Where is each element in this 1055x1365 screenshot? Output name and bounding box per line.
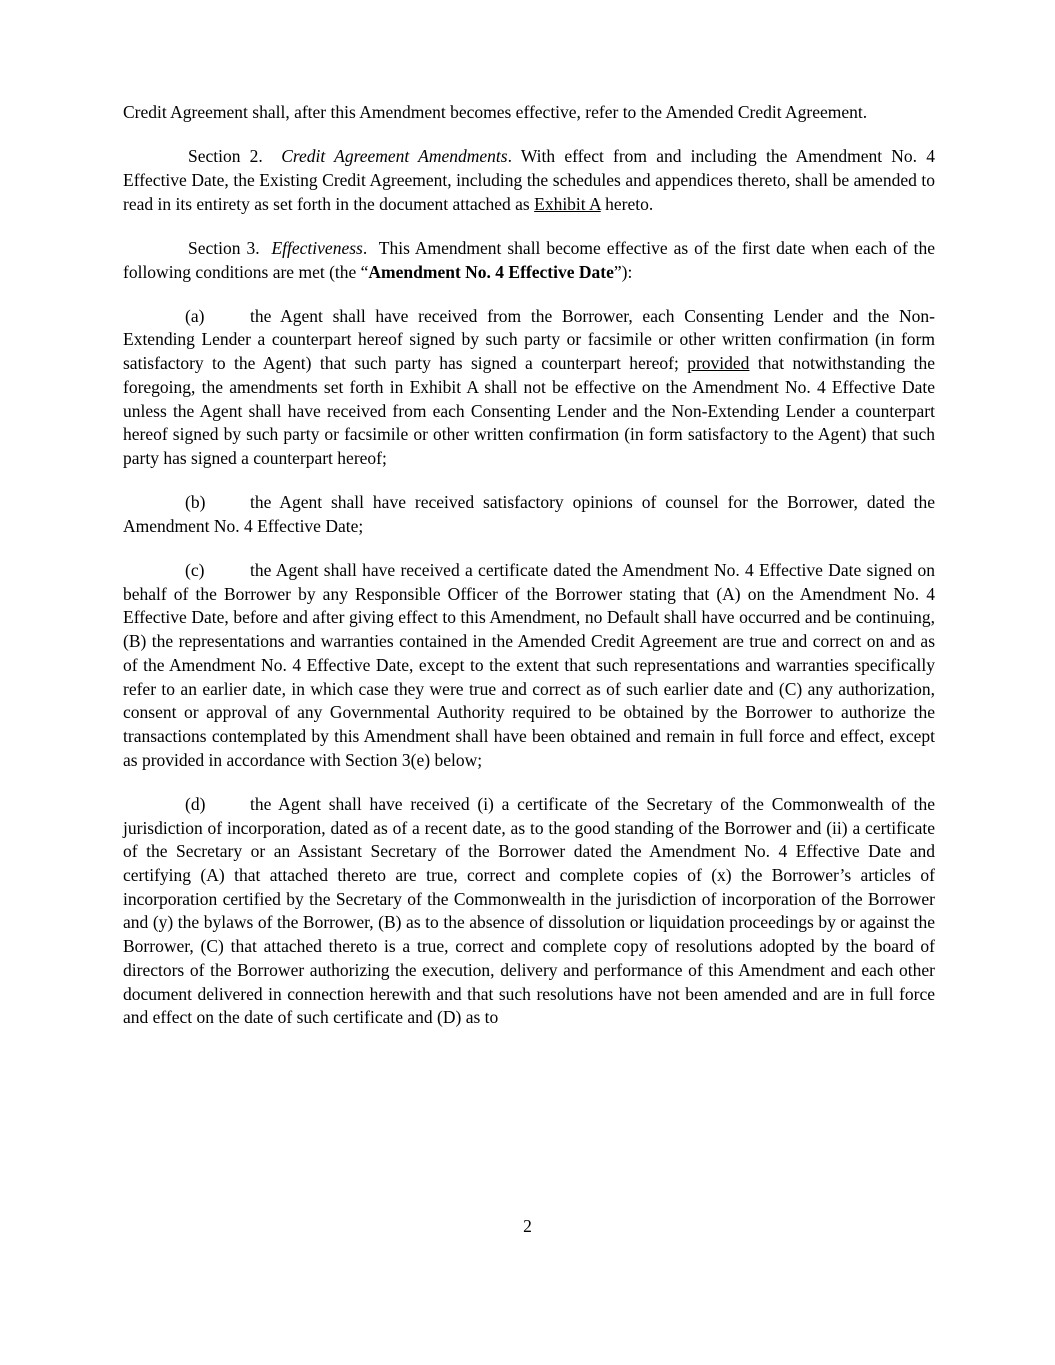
paragraph-section-3: Section 3. Effectiveness. This Amendment shall become effective as of the first date when each of the following conditions are met (the “Amendment No. 4 Effective Date”): bbox=[123, 237, 935, 282]
list-marker-c: (c) bbox=[185, 560, 205, 581]
paragraph-condition-b bbox=[123, 491, 935, 538]
condition-c-text: the Agent shall have received a certificate dated the Amendment No. 4 Effective Date signed on behalf of the Borrower by any Responsible Officer of the Borrower stating that (A) on the Amendment No. 4 Effective Date, before and after giving effect to this Amendment, no Default shall have occurred and be continuing, (B) the representations and warranties contained in the Amended Credit Agreement are true and correct on and as of the Amendment No. 4 Effective Date, except to the extent that such representations and warranties specifically refer to an earlier date, in which case they were true and correct as of such earlier date and (C) any authorization, consent or approval of any Governmental Authority required to be obtained by the Borrower to authorize the transactions contemplated by this Amendment shall have been obtained and remain in full force and effect, except as provided in accordance with Section 3(e) below; bbox=[123, 560, 935, 770]
paragraph-section-2: Section 2. Credit Agreement Amendments. With effect from and including the Amendment No. 4 Effective Date, the Existing Credit Agreement, including the schedules and appendices thereto, shall be amended to read in its entirety as set forth in the document attached as Exhibit A hereto. bbox=[123, 146, 935, 214]
list-marker-a: (a) bbox=[185, 305, 205, 326]
condition-b-text: the Agent shall have received satisfactory opinions of counsel for the Borrower, dated the Amendment No. 4 Effective Date; bbox=[123, 492, 935, 536]
condition-d-text: the Agent shall have received (i) a certificate of the Secretary of the Commonwealth of the jurisdiction of incorporation, dated as of a recent date, as to the good standing of the Borrower and (ii) a certificate of the Secretary or an Assistant Secretary of the Borrower dated the Amendment No. 4 Effective Date and certifying (A) that attached thereto are true, correct and complete copies of (x) the Borrower’s articles of incorporation certified by the Secretary of the Commonwealth in the jurisdiction of incorporation of the Borrower and (y) the bylaws of the Borrower, (B) as to the absence of dissolution or liquidation proceedings by or against the Borrower, (C) that attached thereto is a true, correct and complete copy of resolutions adopted by the board of directors of the Borrower authorizing the execution, delivery and performance of this Amendment and each other document delivered in connection herewith and that such resolutions have not been amended and are in full force and effect on the date of such certificate and (D) as to bbox=[123, 793, 935, 1028]
paragraph-condition-a bbox=[123, 305, 935, 471]
list-marker-b: (b) bbox=[185, 492, 206, 513]
condition-a-text: the Agent shall have received from the Borrower, each Consenting Lender and the Non-Extending Lender a counterpart hereof signed by such party or facsimile or other written confirmation (in form satisfactory to the Agent) that such party has signed a counterpart hereof; provided that notwithstanding the foregoing, the amendments set forth in Exhibit A shall not be effective on the Amendment No. 4 Effective Date unless the Agent shall have received from each Consenting Lender and the Non-Extending Lender a counterpart hereof signed by such party or facsimile or other written confirmation (in form satisfactory to the Agent) that such party has signed a counterpart hereof; bbox=[123, 305, 935, 468]
list-marker-d: (d) bbox=[185, 793, 206, 814]
paragraph-condition-c bbox=[123, 559, 935, 772]
paragraph-continuation: Credit Agreement shall, after this Amendment becomes effective, refer to the Amended Credit Agreement. bbox=[123, 102, 868, 122]
page-number: 2 bbox=[523, 1216, 532, 1236]
paragraph-condition-d bbox=[123, 793, 935, 1030]
